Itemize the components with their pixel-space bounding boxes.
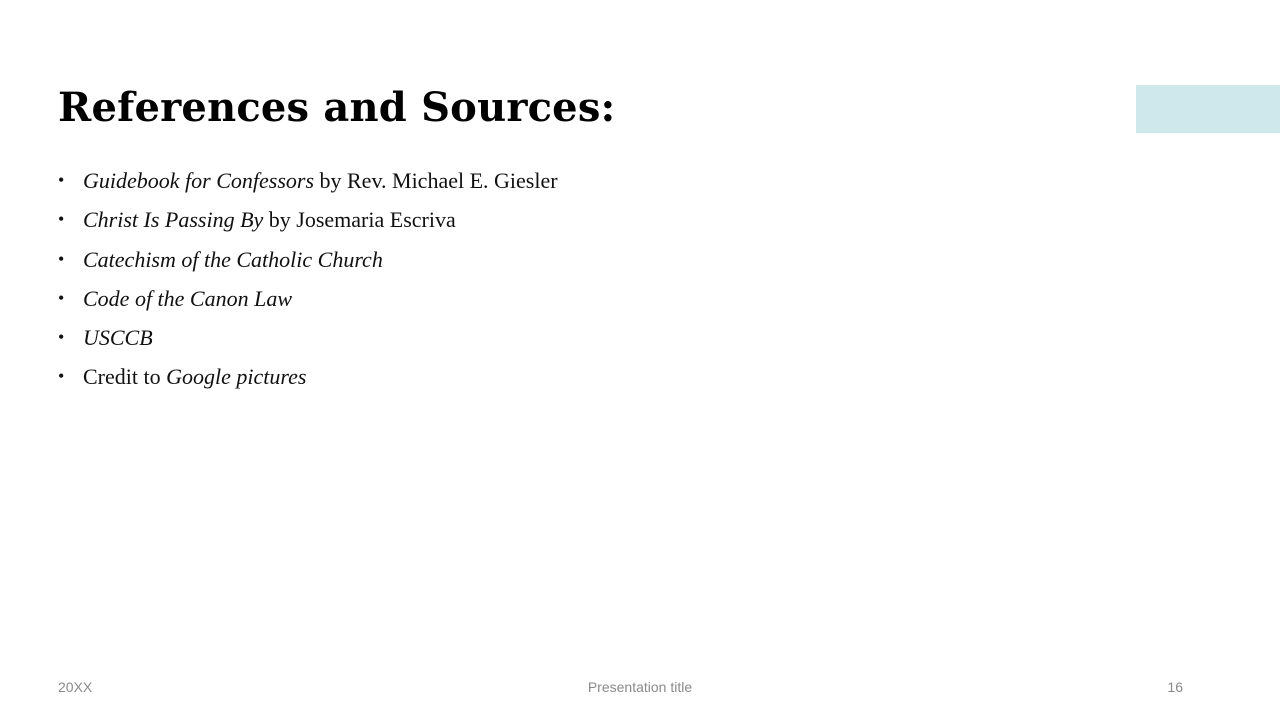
reference-author: by Rev. Michael E. Giesler bbox=[314, 168, 558, 193]
bullet-icon: • bbox=[58, 209, 65, 230]
slide-title: References and Sources: bbox=[58, 84, 616, 131]
reference-title: Catechism of the Catholic Church bbox=[83, 246, 383, 272]
reference-item bbox=[58, 318, 558, 357]
reference-item bbox=[58, 357, 558, 396]
bullet-icon: • bbox=[58, 327, 65, 348]
accent-decoration-block bbox=[1136, 85, 1280, 133]
reference-title: Guidebook for Confessors bbox=[83, 168, 314, 193]
reference-prefix: Credit to bbox=[83, 364, 167, 390]
reference-title: Google pictures bbox=[166, 364, 307, 390]
reference-item bbox=[58, 200, 558, 239]
reference-author: by Josemaria Escriva bbox=[263, 207, 456, 233]
footer-presentation-title: Presentation title bbox=[587, 679, 693, 695]
reference-item bbox=[58, 161, 558, 200]
references-list bbox=[58, 161, 558, 397]
reference-item bbox=[58, 279, 558, 318]
reference-title: USCCB bbox=[83, 325, 153, 351]
footer-date: 20XX bbox=[58, 679, 93, 695]
bullet-icon: • bbox=[58, 287, 65, 308]
bullet-icon: • bbox=[58, 366, 65, 387]
footer-page-number: 16 bbox=[1167, 679, 1183, 695]
reference-title: Christ Is Passing By bbox=[83, 207, 264, 233]
reference-item bbox=[58, 240, 558, 279]
reference-title: Code of the Canon Law bbox=[83, 285, 293, 311]
bullet-icon: • bbox=[58, 170, 65, 190]
bullet-icon: • bbox=[58, 248, 65, 269]
